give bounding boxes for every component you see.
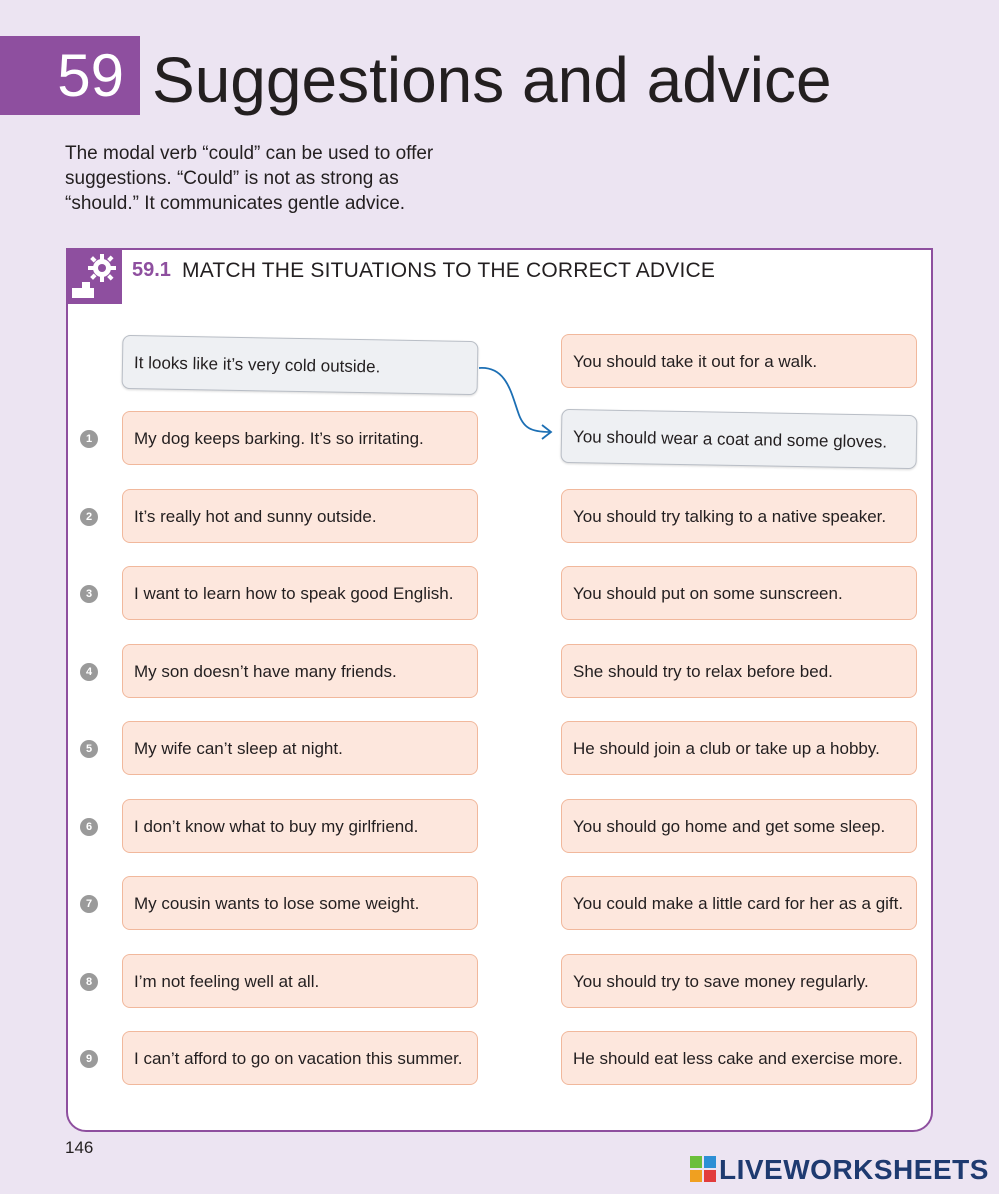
brand-logo[interactable] xyxy=(690,1154,989,1186)
example-answer-card: You should wear a coat and some gloves. xyxy=(561,409,918,469)
situation-card-2[interactable]: It’s really hot and sunny outside. xyxy=(122,489,478,543)
item-number-2: 2 xyxy=(80,508,98,526)
situation-card-1[interactable]: My dog keeps barking. It’s so irritating. xyxy=(122,411,478,465)
situation-card-9[interactable]: I can’t afford to go on vacation this summer. xyxy=(122,1031,478,1085)
item-number-7: 7 xyxy=(80,895,98,913)
advice-text: You should take it out for a walk. xyxy=(573,352,818,371)
brand-name: LIVEWORKSHEETS xyxy=(719,1154,989,1185)
situation-card-6[interactable]: I don’t know what to buy my girlfriend. xyxy=(122,799,478,853)
situation-card-4[interactable]: My son doesn’t have many friends. xyxy=(122,644,478,698)
situation-card-7[interactable]: My cousin wants to lose some weight. xyxy=(122,876,478,930)
item-number-5: 5 xyxy=(80,740,98,758)
advice-card-6[interactable]: You should go home and get some sleep. xyxy=(561,799,917,853)
situation-card-5[interactable]: My wife can’t sleep at night. xyxy=(122,721,478,775)
item-number-8: 8 xyxy=(80,973,98,991)
example-arrow-icon xyxy=(476,362,556,442)
advice-card-7[interactable]: You could make a little card for her as a gift. xyxy=(561,876,917,930)
situation-card-8[interactable]: I’m not feeling well at all. xyxy=(122,954,478,1008)
item-number-4: 4 xyxy=(80,663,98,681)
advice-card-3[interactable]: You should put on some sunscreen. xyxy=(561,566,917,620)
exercise-title: MATCH THE SITUATIONS TO THE CORRECT ADVICE xyxy=(182,259,716,282)
unit-number-tab: 59 xyxy=(0,36,140,115)
example-situation-card: It looks like it’s very cold outside. xyxy=(122,335,479,395)
gears-icon xyxy=(66,248,122,304)
item-number-6: 6 xyxy=(80,818,98,836)
advice-card-8[interactable]: You should try to save money regularly. xyxy=(561,954,917,1008)
advice-card-1[interactable] xyxy=(561,334,917,388)
advice-card-2[interactable]: You should try talking to a native speaker. xyxy=(561,489,917,543)
unit-title: Suggestions and advice xyxy=(152,44,832,116)
page-number: 146 xyxy=(65,1138,94,1157)
exercise-number: 59.1 xyxy=(132,259,171,281)
item-number-1: 1 xyxy=(80,430,98,448)
situation-card-3[interactable]: I want to learn how to speak good English. xyxy=(122,566,478,620)
advice-card-9[interactable]: He should eat less cake and exercise more. xyxy=(561,1031,917,1085)
item-number-3: 3 xyxy=(80,585,98,603)
item-number-9: 9 xyxy=(80,1050,98,1068)
liveworksheets-logo-icon xyxy=(690,1156,716,1182)
advice-card-4[interactable]: She should try to relax before bed. xyxy=(561,644,917,698)
advice-card-5[interactable]: He should join a club or take up a hobby. xyxy=(561,721,917,775)
intro-text: The modal verb “could” can be used to offer suggestions. “Could” is not as strong as “should.” It communicates gentle advice. xyxy=(65,143,434,214)
